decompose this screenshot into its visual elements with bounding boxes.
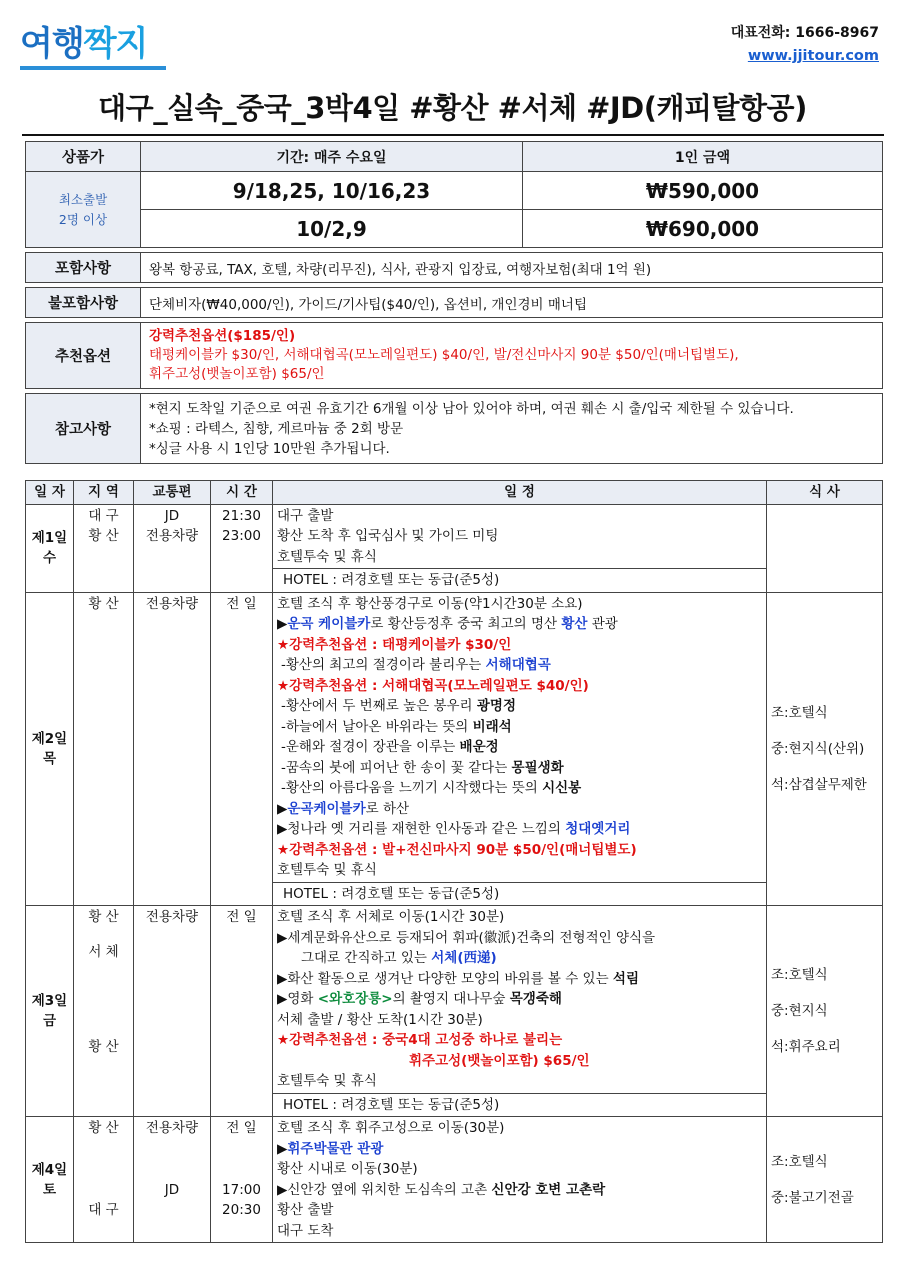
header-time: 시 간 (211, 481, 273, 505)
logo (20, 16, 147, 65)
day2-weekday: 목 (42, 750, 57, 767)
day1-transport (134, 504, 211, 592)
day3-region (74, 906, 134, 1117)
options-label: 추천옵션 (26, 323, 141, 389)
day3-line-9: 호텔투숙 및 휴식 (277, 1073, 377, 1089)
day2-line-6: -황산에서 두 번째로 높은 봉우리 광명정 (281, 698, 516, 714)
date-row-1: 9/18,25, 10/16,23 (141, 172, 523, 210)
day3-plan (273, 906, 767, 1094)
notes-text (141, 394, 883, 464)
day2-line-10: -황산의 아름다움을 느끼기 시작했다는 뜻의 시신봉 (281, 780, 582, 796)
day3-line-3: 그대로 간직하고 있는 서체(西递) (301, 950, 497, 966)
day4-region-2: 대 구 (88, 1201, 119, 1218)
day3-line-2: ▶세계문화유산으로 등재되어 휘파(徽派)건축의 전형적인 양식을 (277, 929, 656, 946)
day3-transport: 전용차량 (134, 906, 211, 1117)
options-title: 강력추천옵션($185/인) (149, 328, 296, 344)
day4-line-1: 호텔 조식 후 휘주고성으로 이동(30분) (277, 1120, 505, 1136)
min-departure-line2: 2명 이상 (58, 211, 108, 227)
day3-line-5: ▶영화 <와호장룡>의 촬영지 대나무숲 목갱죽해 (277, 991, 562, 1007)
day3-time: 전 일 (211, 906, 273, 1117)
date-row-2: 10/2,9 (141, 210, 523, 248)
day3-meal (767, 906, 883, 1117)
day2-line-7: -하늘에서 날아온 바위라는 뜻의 비래석 (281, 718, 512, 735)
day4-time-1: 전 일 (226, 1120, 257, 1136)
day4-time-3: 20:30 (222, 1202, 261, 1218)
excluded-text: 단체비자(₩40,000/인), 가이드/기사팁($40/인), 옵션비, 개인경비 매너팁 (141, 288, 883, 318)
day1-line-1: 대구 출발 (277, 507, 334, 524)
day4-meal-1: 조:호텔식 (771, 1153, 828, 1170)
notes-label: 참고사항 (26, 394, 141, 464)
day1-number: 제1일 (31, 530, 68, 546)
day1-transport-2: 전용차량 (145, 528, 199, 544)
options-text (141, 323, 883, 389)
day4-transport (134, 1117, 211, 1243)
day2-time: 전 일 (211, 592, 273, 906)
day3-number: 제3일 (31, 993, 68, 1009)
header-plan: 일 정 (273, 481, 767, 505)
schedule-table (25, 480, 883, 1243)
day3-weekday: 금 (42, 1013, 57, 1029)
header-meal: 식 사 (767, 481, 883, 505)
day3-line-4: ▶화산 활동으로 생겨난 다양한 모양의 바위를 볼 수 있는 석림 (277, 970, 639, 987)
header-region: 지 역 (74, 481, 134, 505)
day1-time (211, 504, 273, 592)
day1-time-1: 21:30 (222, 507, 261, 524)
day4-line-5: 황산 출발 (277, 1202, 334, 1218)
day4-line-6: 대구 도착 (277, 1222, 334, 1239)
day1-time-2: 23:00 (222, 528, 261, 544)
options-line1: 태평케이블카 $30/인, 서해대협곡(모노레일편도) $40/인, 발/전신마사지 90분 $50/인(매너팁별도), (149, 347, 739, 363)
logo-part1: 여행 (20, 24, 84, 64)
day4-plan (273, 1117, 767, 1243)
day4-line-3: 황산 시내로 이동(30분) (277, 1161, 418, 1177)
excluded-label: 불포함사항 (26, 288, 141, 318)
day4-time-2: 17:00 (222, 1181, 261, 1198)
day1-label (26, 504, 74, 592)
min-departure (26, 172, 141, 248)
price-row-1: ₩590,000 (523, 172, 883, 210)
day4-number: 제4일 (31, 1161, 68, 1178)
day2-meal-1: 조:호텔식 (771, 704, 828, 721)
day2-line-2: ▶운곡 케이블카로 황산등정후 중국 최고의 명산 황산 관광 (277, 616, 618, 632)
day3-hotel: HOTEL : 려경호텔 또는 동급(준5성) (273, 1093, 767, 1117)
title-divider (22, 134, 884, 136)
page-title: 대구_실속_중국_3박4일 #황산 #서체 #JD(캐피탈항공) (98, 91, 807, 125)
included-label: 포함사항 (26, 253, 141, 283)
day1-row (26, 504, 883, 569)
day3-meal-3: 석:휘주요리 (771, 1039, 841, 1055)
day2-line-3: ★강력추천옵션 : 태평케이블카 $30/인 (277, 636, 512, 653)
note-3: *싱글 사용 시 1인당 10만원 추가됩니다. (149, 440, 390, 457)
day4-row (26, 1117, 883, 1243)
day2-line-4: -황산의 최고의 절경이라 불리우는 서해대협곡 (281, 657, 551, 673)
price-header: 1인 금액 (523, 142, 883, 172)
day1-region-1: 대 구 (88, 507, 119, 524)
day2-meal-3: 석:삼겹살무제한 (771, 776, 867, 793)
day3-meal-2: 중:현지식 (771, 1003, 828, 1019)
day2-label (26, 592, 74, 906)
phone-number: 대표전화: 1666-8967 (730, 25, 879, 41)
website-link[interactable]: www.jjitour.com (747, 48, 879, 64)
day2-region: 황 산 (74, 592, 134, 906)
day1-line-2: 황산 도착 후 입국심사 및 가이드 미팅 (277, 528, 499, 544)
header-transport: 교통편 (134, 481, 211, 505)
logo-underline (20, 66, 166, 70)
day3-region-3: 황 산 (88, 1039, 119, 1055)
day3-line-8: 휘주고성(뱃놀이포함) $65/인 (409, 1052, 590, 1069)
price-label: 상품가 (26, 142, 141, 172)
day3-line-6: 서체 출발 / 황산 도착(1시간 30분) (277, 1011, 483, 1028)
day3-meal-1: 조:호텔식 (771, 967, 828, 983)
min-departure-line1: 최소출발 (58, 191, 108, 207)
day2-plan (273, 592, 767, 882)
logo-part2: 짝지 (83, 24, 148, 64)
day4-region (74, 1117, 134, 1243)
note-1: *현지 도착일 기준으로 여권 유효기간 6개월 이상 남아 있어야 하며, 여권 훼손 시 출/입국 제한될 수 있습니다. (149, 400, 794, 417)
day3-region-2: 서 체 (88, 943, 119, 960)
day3-row (26, 906, 883, 1094)
day1-line-3: 호텔투숙 및 휴식 (277, 548, 377, 565)
header-day: 일 자 (26, 481, 74, 505)
day4-weekday: 토 (42, 1181, 57, 1198)
day1-weekday: 수 (42, 550, 57, 566)
day2-row (26, 592, 883, 882)
day1-region-2: 황 산 (88, 528, 119, 544)
day4-meal-2: 중:불고기전골 (771, 1189, 854, 1206)
day4-line-2: ▶휘주박물관 관광 (277, 1140, 384, 1157)
day4-label (26, 1117, 74, 1243)
day2-hotel: HOTEL : 려경호텔 또는 동급(준5성) (273, 882, 767, 906)
day2-number: 제2일 (31, 730, 68, 747)
day4-time (211, 1117, 273, 1243)
day4-transport-2: JD (164, 1181, 180, 1198)
day2-line-9: -꿈속의 붓에 피어난 한 송이 꽃 같다는 몽필생화 (281, 759, 564, 776)
day2-meal-2: 중:현지식(산위) (771, 740, 865, 757)
day1-transport-1: JD (164, 507, 180, 524)
period-header: 기간: 매주 수요일 (141, 142, 523, 172)
day1-region (74, 504, 134, 592)
day3-region-1: 황 산 (88, 909, 119, 925)
day2-transport: 전용차량 (134, 592, 211, 906)
note-2: *쇼핑 : 라텍스, 침향, 게르마늄 중 2회 방문 (149, 420, 404, 437)
day2-line-8: -운해와 절경이 장관을 이루는 배운정 (281, 739, 499, 755)
day2-meal (767, 592, 883, 906)
day1-plan (273, 504, 767, 569)
day1-meal (767, 504, 883, 592)
contact-block (731, 22, 879, 64)
included-text: 왕복 항공료, TAX, 호텔, 차량(리무진), 식사, 관광지 입장료, 여행자보험(최대 1억 원) (141, 253, 883, 283)
price-row-2: ₩690,000 (523, 210, 883, 248)
day4-region-1: 황 산 (88, 1120, 119, 1136)
day1-hotel: HOTEL : 려경호텔 또는 동급(준5성) (273, 569, 767, 593)
day3-label (26, 906, 74, 1117)
day2-line-12: ▶청나라 옛 거리를 재현한 인사동과 같은 느낌의 청대옛거리 (277, 821, 631, 837)
day2-line-11: ▶운곡케이블카로 하산 (277, 800, 410, 817)
day3-line-7: ★강력추천옵션 : 중국4대 고성중 하나로 불리는 (277, 1032, 563, 1048)
day4-transport-1: 전용차량 (145, 1120, 199, 1136)
day2-line-5: ★강력추천옵션 : 서해대협곡(모노레일편도 $40/인) (277, 677, 589, 694)
info-table (25, 141, 883, 464)
day4-line-4: ▶신안강 옆에 위치한 도심속의 고촌 신안강 호변 고촌락 (277, 1181, 606, 1198)
options-line2: 휘주고성(뱃놀이포함) $65/인 (149, 366, 325, 382)
day4-meal (767, 1117, 883, 1243)
day2-line-14: 호텔투숙 및 휴식 (277, 862, 377, 878)
day2-line-13: ★강력추천옵션 : 발+전신마사지 90분 $50/인(매너팁별도) (277, 841, 637, 858)
day3-line-1: 호텔 조식 후 서체로 이동(1시간 30분) (277, 909, 505, 925)
day2-line-1: 호텔 조식 후 황산풍경구로 이동(약1시간30분 소요) (277, 595, 583, 612)
